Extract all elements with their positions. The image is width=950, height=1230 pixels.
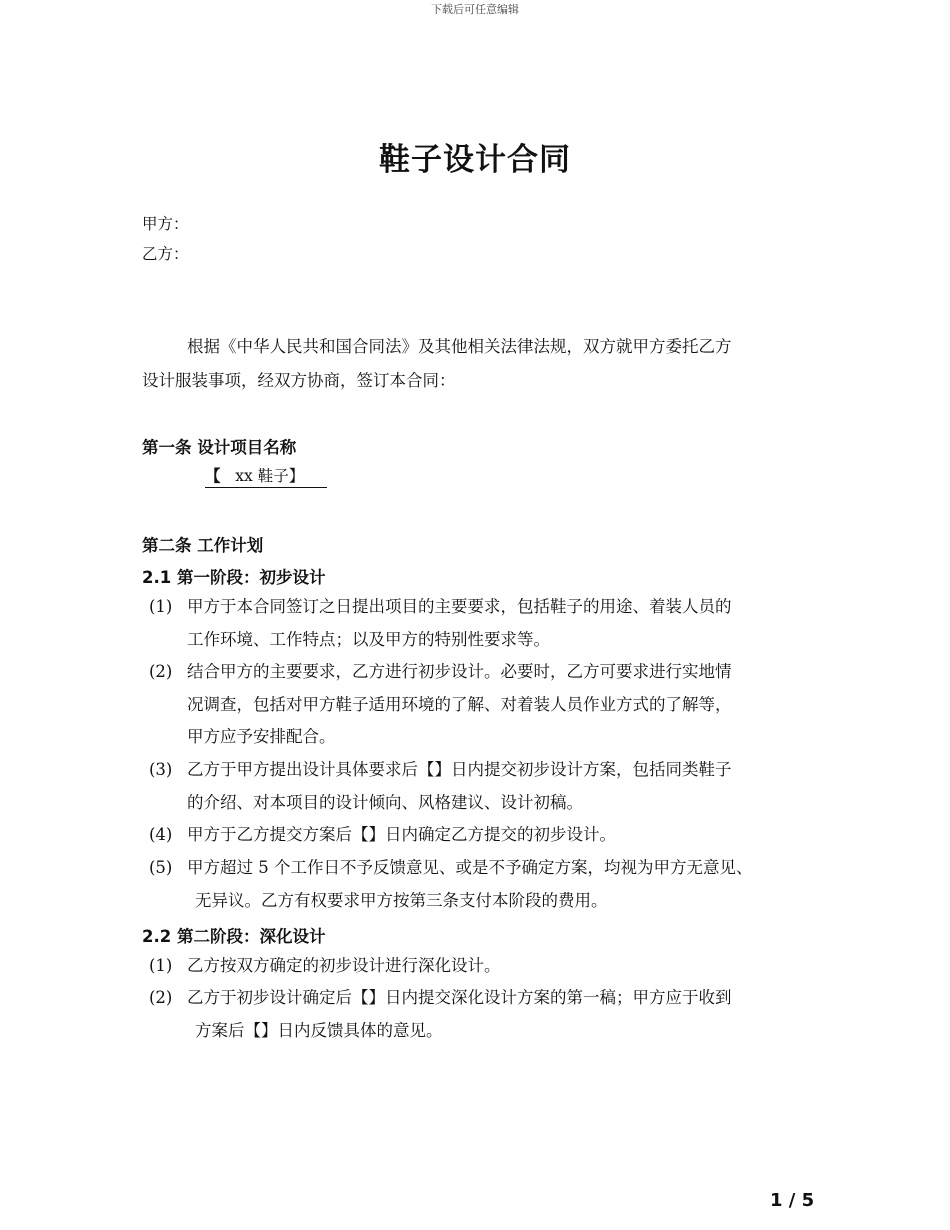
article-2-heading: 第二条 工作计划 [142, 536, 264, 555]
item-number: (2) [149, 988, 173, 1007]
project-name: xx 鞋子】 [235, 467, 305, 485]
item-number: (1) [149, 597, 173, 616]
party-a-label: 甲方： [142, 215, 189, 233]
stage-2-heading: 2.2 第二阶段：深化设计 [142, 927, 326, 946]
item-line: 乙方于甲方提出设计具体要求后【】日内提交初步设计方案，包括同类鞋子 [187, 760, 732, 779]
list-item [149, 950, 821, 983]
list-item [149, 982, 821, 1047]
item-line: 甲方于本合同签订之日提出项目的主要要求，包括鞋子的用途、着装人员的 [187, 597, 732, 616]
item-line: 甲方应予安排配合。 [187, 727, 336, 747]
item-number: (3) [149, 760, 173, 779]
project-name-field [205, 464, 327, 488]
list-item [149, 819, 821, 852]
article-1-heading: 第一条 设计项目名称 [142, 438, 297, 457]
page-number: 1 / 5 [770, 1190, 815, 1211]
item-line: 甲方超过 5 个工作日不予反馈意见、或是不予确定方案，均视为甲方无意见、 [187, 858, 753, 877]
item-number: (1) [149, 956, 173, 975]
item-line: 无异议。乙方有权要求甲方按第三条支付本阶段的费用。 [195, 890, 608, 910]
item-line: 方案后【】日内反馈具体的意见。 [195, 1020, 443, 1040]
item-number: (5) [149, 858, 173, 877]
item-line: 的介绍、对本项目的设计倾向、风格建议、设计初稿。 [187, 792, 583, 812]
item-number: (2) [149, 662, 173, 681]
party-b-label: 乙方： [142, 245, 189, 263]
item-line: 乙方按双方确定的初步设计进行深化设计。 [187, 956, 501, 975]
list-item [149, 591, 821, 656]
project-bracket: 【 [205, 466, 221, 485]
item-line: 乙方于初步设计确定后【】日内提交深化设计方案的第一稿；甲方应于收到 [187, 988, 732, 1007]
preamble-line: 根据《中华人民共和国合同法》及其他相关法律法规，双方就甲方委托乙方 [187, 337, 732, 356]
list-item [149, 754, 821, 819]
header-note: 下载后可任意编辑 [431, 3, 519, 16]
preamble-line: 设计服装事项，经双方协商，签订本合同： [142, 371, 456, 390]
list-item [149, 852, 821, 917]
document-title: 鞋子设计合同 [379, 142, 571, 178]
item-number: (4) [149, 825, 173, 844]
preamble [142, 330, 812, 398]
item-line: 况调查，包括对甲方鞋子适用环境的了解、对着装人员作业方式的了解等， [187, 694, 732, 714]
item-line: 甲方于乙方提交方案后【】日内确定乙方提交的初步设计。 [187, 825, 616, 844]
item-line: 工作环境、工作特点；以及甲方的特别性要求等。 [187, 629, 550, 649]
list-item [149, 656, 821, 754]
item-line: 结合甲方的主要要求，乙方进行初步设计。必要时，乙方可要求进行实地情 [187, 662, 732, 681]
stage-1-heading: 2.1 第一阶段：初步设计 [142, 568, 326, 587]
